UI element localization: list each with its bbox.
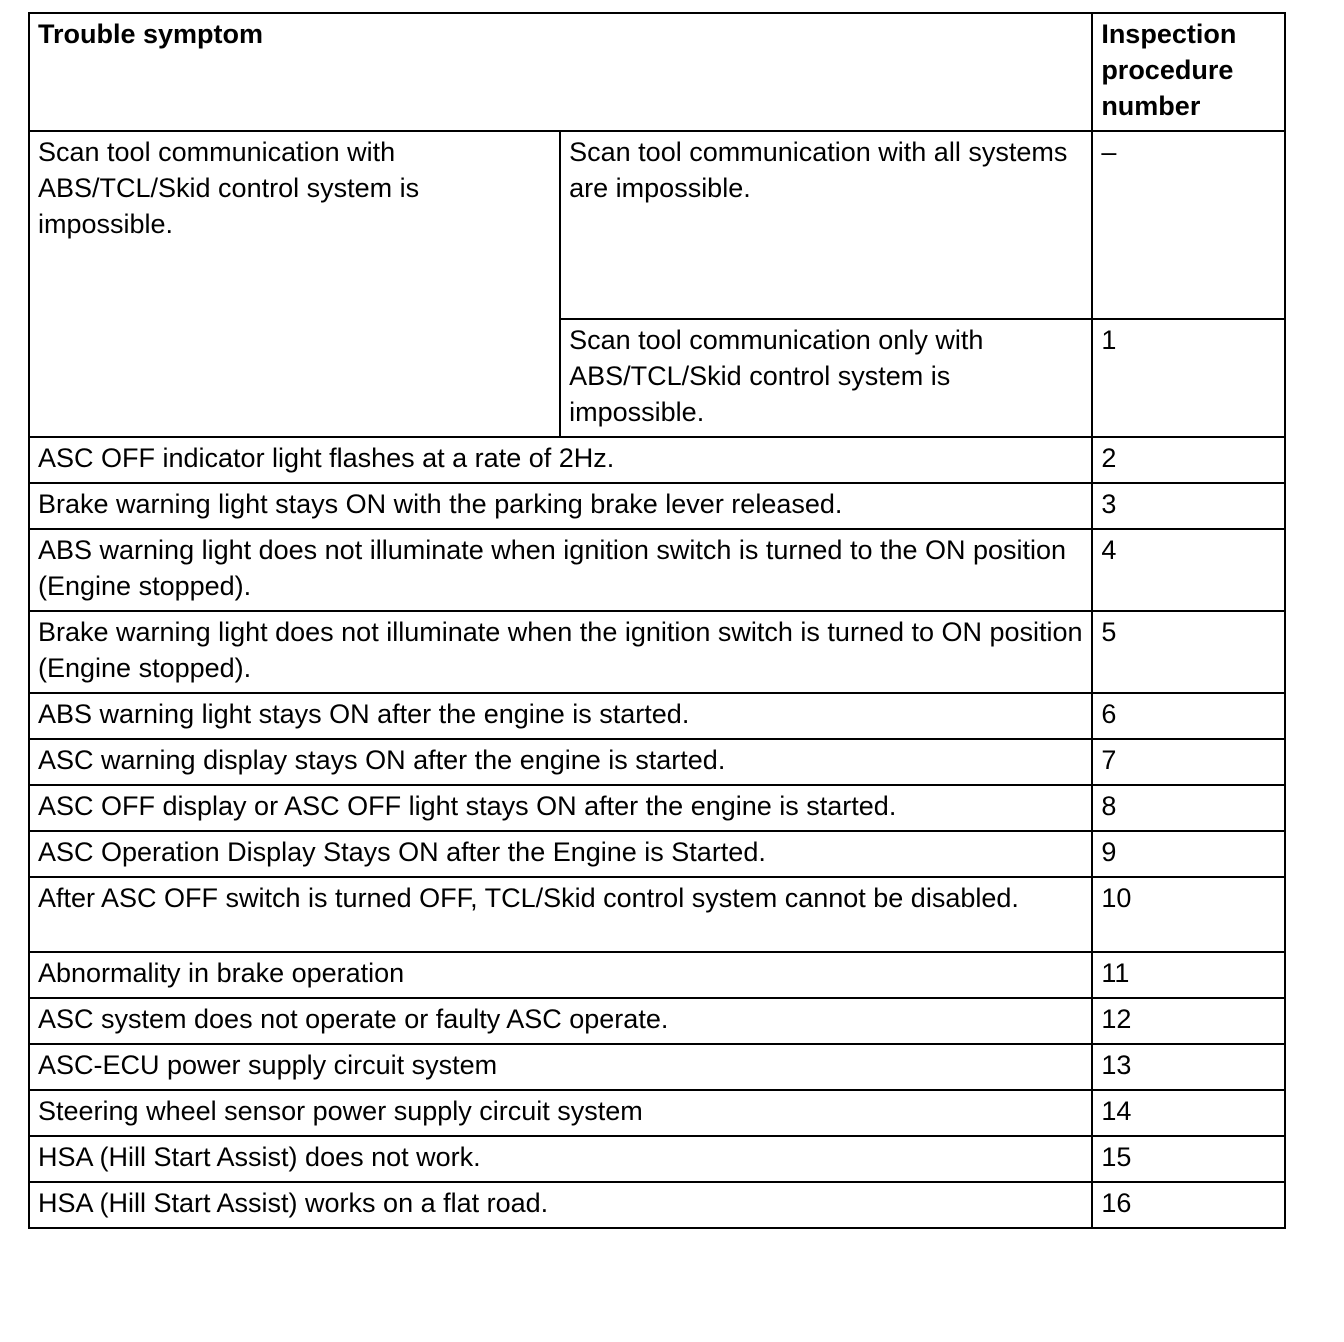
symptom-cell: ASC-ECU power supply circuit system bbox=[29, 1044, 1092, 1090]
procedure-number: 15 bbox=[1092, 1136, 1285, 1182]
procedure-number: 7 bbox=[1092, 739, 1285, 785]
table-row bbox=[29, 785, 1285, 831]
table-row bbox=[29, 1090, 1285, 1136]
header-trouble-symptom: Trouble symptom bbox=[29, 13, 1092, 131]
table-row bbox=[29, 437, 1285, 483]
symptom-cell: Brake warning light does not illuminate when the ignition switch is turned to ON position (Engine stopped). bbox=[29, 611, 1092, 693]
procedure-number: 8 bbox=[1092, 785, 1285, 831]
table-row bbox=[29, 952, 1285, 998]
symptom-cell: ASC Operation Display Stays ON after the Engine is Started. bbox=[29, 831, 1092, 877]
procedure-number: 3 bbox=[1092, 483, 1285, 529]
symptom-cell: ASC warning display stays ON after the engine is started. bbox=[29, 739, 1092, 785]
procedure-number: 1 bbox=[1092, 319, 1285, 437]
procedure-number: 2 bbox=[1092, 437, 1285, 483]
symptom-cell: HSA (Hill Start Assist) works on a flat road. bbox=[29, 1182, 1092, 1228]
procedure-number: 4 bbox=[1092, 529, 1285, 611]
trouble-symptom-table bbox=[28, 12, 1286, 1229]
symptom-cell: ASC OFF indicator light flashes at a rate of 2Hz. bbox=[29, 437, 1092, 483]
scan-tool-condition: Scan tool communication only with ABS/TCL/Skid control system is impossible. bbox=[560, 319, 1092, 437]
table-row bbox=[29, 611, 1285, 693]
procedure-number: 16 bbox=[1092, 1182, 1285, 1228]
scan-tool-symptom: Scan tool communication with ABS/TCL/Skid control system is impossible. bbox=[29, 131, 560, 437]
symptom-cell: Steering wheel sensor power supply circuit system bbox=[29, 1090, 1092, 1136]
symptom-cell: ABS warning light does not illuminate when ignition switch is turned to the ON position (Engine stopped). bbox=[29, 529, 1092, 611]
table-row bbox=[29, 998, 1285, 1044]
symptom-cell: ASC system does not operate or faulty ASC operate. bbox=[29, 998, 1092, 1044]
table-row bbox=[29, 529, 1285, 611]
procedure-number: 9 bbox=[1092, 831, 1285, 877]
symptom-cell: HSA (Hill Start Assist) does not work. bbox=[29, 1136, 1092, 1182]
table-row bbox=[29, 1182, 1285, 1228]
procedure-number: 13 bbox=[1092, 1044, 1285, 1090]
table-row bbox=[29, 693, 1285, 739]
symptom-cell: ABS warning light stays ON after the engine is started. bbox=[29, 693, 1092, 739]
symptom-cell: ASC OFF display or ASC OFF light stays ON after the engine is started. bbox=[29, 785, 1092, 831]
table-row bbox=[29, 1136, 1285, 1182]
symptom-cell: Brake warning light stays ON with the parking brake lever released. bbox=[29, 483, 1092, 529]
procedure-number: 10 bbox=[1092, 877, 1285, 952]
procedure-number: 14 bbox=[1092, 1090, 1285, 1136]
procedure-number: 11 bbox=[1092, 952, 1285, 998]
procedure-number: 12 bbox=[1092, 998, 1285, 1044]
procedure-number: – bbox=[1092, 131, 1285, 319]
header-inspection-procedure-number: Inspection procedure number bbox=[1092, 13, 1285, 131]
header-row bbox=[29, 13, 1285, 131]
symptom-cell: After ASC OFF switch is turned OFF, TCL/Skid control system cannot be disabled. bbox=[29, 877, 1092, 952]
symptom-cell: Abnormality in brake operation bbox=[29, 952, 1092, 998]
procedure-number: 6 bbox=[1092, 693, 1285, 739]
procedure-number: 5 bbox=[1092, 611, 1285, 693]
table-row bbox=[29, 1044, 1285, 1090]
table-row bbox=[29, 831, 1285, 877]
scan-tool-condition: Scan tool communication with all systems are impossible. bbox=[560, 131, 1092, 319]
table-row bbox=[29, 739, 1285, 785]
table-row bbox=[29, 131, 1285, 319]
table-row bbox=[29, 483, 1285, 529]
table-row bbox=[29, 877, 1285, 952]
